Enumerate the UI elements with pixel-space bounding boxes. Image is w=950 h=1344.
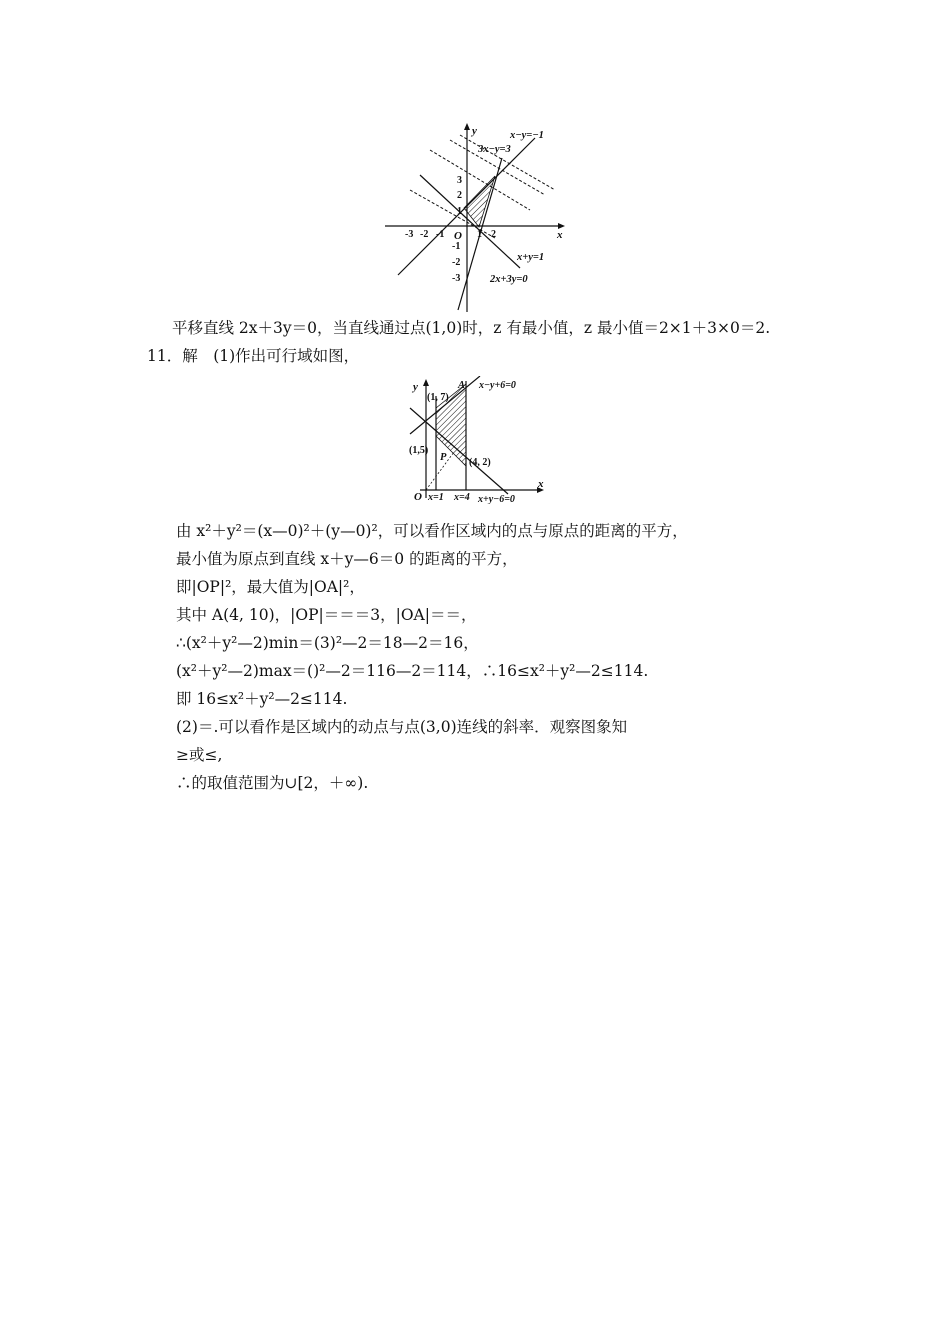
x-tick: 2 (491, 229, 496, 240)
line-label: x+y=1 (517, 252, 545, 263)
y-axis-arrow (464, 123, 470, 130)
x-tick: -1 (436, 229, 445, 240)
feasible-region (464, 176, 495, 227)
axis-label-x: x (538, 478, 544, 490)
axis-label-y: y (413, 381, 418, 393)
line-label: x+y−6=0 (478, 494, 515, 504)
y-tick: -2 (452, 257, 461, 268)
line-label: x=1 (428, 492, 444, 503)
y-tick: -3 (452, 273, 461, 284)
solution-line: 由 x²＋y²＝(x—0)²＋(y—0)²，可以看作区域内的点与原点的距离的平方， (176, 522, 688, 540)
figure-1-caption: 平移直线 2x＋3y＝0，当直线通过点(1,0)时，z 有最小值，z 最小值＝2×1＋3×0＝2. (172, 319, 771, 337)
axis-label-y: y (472, 125, 477, 137)
solution-line: 即|OP|²，最大值为|OA|²， (176, 578, 365, 596)
line-label: 3x−y=3 (478, 144, 511, 155)
solution-line: (x²＋y²—2)max＝()²—2＝116—2＝114，∴16≤x²＋y²—2≤114. (176, 662, 649, 680)
y-tick: 2 (457, 190, 462, 201)
line-x-plus-y (420, 175, 520, 268)
point-label-p: P (440, 452, 447, 463)
x-tick: 1 (477, 229, 482, 240)
line-label: 2x+3y=0 (490, 274, 528, 285)
x-tick: -2 (420, 229, 429, 240)
x-tick: -3 (405, 229, 414, 240)
line-label: x=4 (454, 492, 470, 503)
y-tick: 1 (457, 206, 462, 217)
solution-line: ∴的取值范围为∪[2，＋∞). (176, 774, 369, 792)
figure-1-graph (380, 120, 580, 315)
coordinate-label: (4, 2) (469, 457, 491, 468)
origin-label: O (414, 491, 422, 503)
y-tick: -1 (452, 241, 461, 252)
coordinate-label: (1,5) (409, 445, 429, 456)
axis-label-x: x (557, 229, 563, 241)
y-tick: 3 (457, 175, 462, 186)
origin-label: O (454, 230, 462, 242)
solution-line: 最小值为原点到直线 x＋y—6＝0 的距离的平方， (176, 550, 518, 568)
coordinate-label: (1, 7) (427, 392, 449, 403)
y-axis-arrow (423, 379, 429, 386)
solution-line: ∴(x²＋y²—2)min＝(3)²—2＝18—2＝16， (176, 634, 479, 652)
solution-line: 即 16≤x²＋y²—2≤114. (176, 690, 348, 708)
line-label: x−y+6=0 (479, 380, 516, 391)
solution-line: (2)＝.可以看作是区域内的动点与点(3,0)连线的斜率．观察图象知 (176, 718, 628, 736)
figure-2-graph (400, 376, 550, 504)
solution-line: ≥或≤, (176, 746, 223, 764)
point-label-a: A (458, 380, 466, 391)
solution-line: 其中 A(4, 10)，|OP|＝＝＝3，|OA|＝＝， (176, 606, 477, 624)
problem-heading: 11．解 (1)作出可行域如图， (147, 347, 360, 365)
line-label: x−y=−1 (510, 130, 544, 141)
